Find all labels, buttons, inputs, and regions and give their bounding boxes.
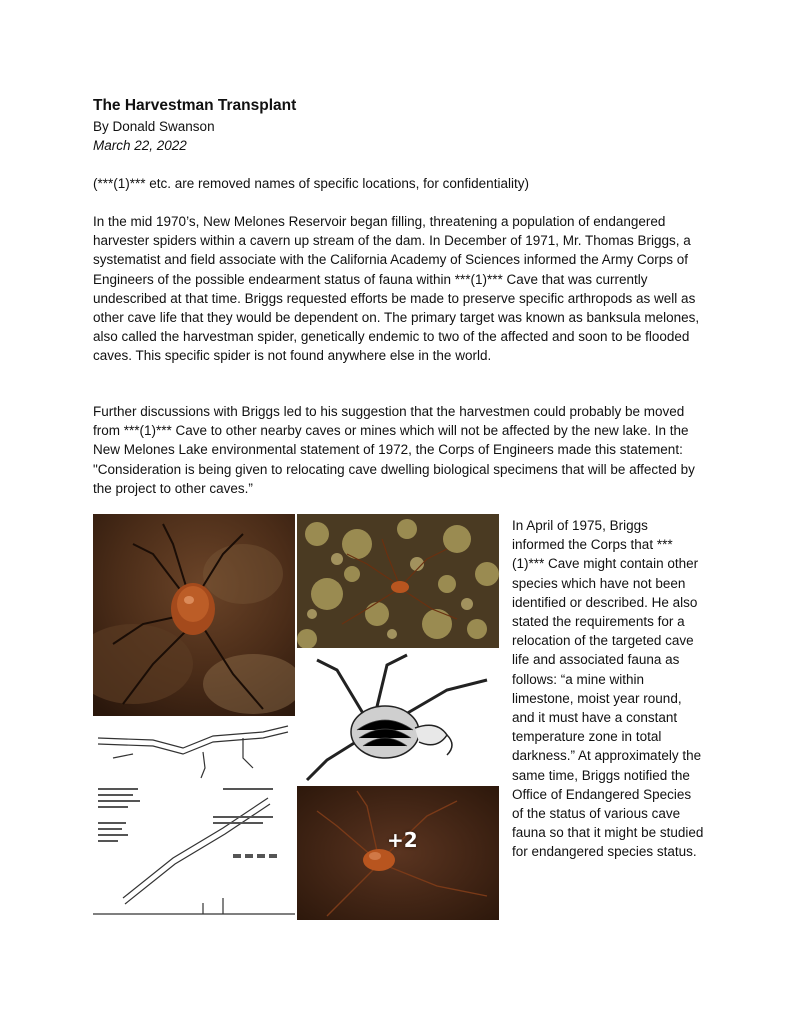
harvestman-photo-on-rock[interactable]	[297, 514, 499, 648]
paragraph-2: Further discussions with Briggs led to his suggestion that the harvestmen could probably be moved from ***(1)*** Cave to other nearby caves or mines which will not be affected by the new lake. In the New Melones Lake environmental statement of 1972, the Corps of Engineers made this statement: "Consideration is being given to relocating cave dwelling biological specimens that will be affected by the project to other caves.”	[93, 404, 695, 496]
harvestman-illustration[interactable]	[297, 650, 499, 784]
photo-gallery	[93, 514, 499, 920]
publish-date: March 22, 2022	[93, 138, 187, 153]
cave-map[interactable]	[93, 718, 295, 920]
paragraph-3: In April of 1975, Briggs informed the Corps that ***(1)*** Cave might contain other species which have not been identified or described. He also stated the requirements for a relocation of the targeted cave life and associated fauna as follows: “a mine within limestone, moist year round, and it must have a constant temperature zone in total darkness.” At approximately the same time, Briggs notified the Office of Endangered Species of the status of various cave fauna so that it might be studied for endangered species status.	[512, 518, 704, 860]
harvestman-photo-more-image	[297, 786, 499, 920]
cave-map-image	[93, 718, 295, 920]
harvestman-photo-close-image	[93, 514, 295, 716]
more-photos-badge[interactable]: +2	[387, 828, 418, 852]
document-title: The Harvestman Transplant	[93, 97, 297, 114]
byline: By Donald Swanson	[93, 119, 215, 134]
harvestman-photo-close[interactable]	[93, 514, 295, 716]
paragraph-1: In the mid 1970’s, New Melones Reservoir began filling, threatening a population of endangered harvester spiders within a cavern up stream of the dam. In December of 1971, Mr. Thomas Briggs, a systematist and field associate with the California Academy of Sciences informed the Army Corps of Engineers of the possible endearment status of fauna within ***(1)*** Cave that was currently undescribed at that time. Briggs requested efforts be made to preserve specific arthropods as well as other cave life that they would be dependent on. The primary target was known as banksula melones, also called the harvestman spider, genetically endemic to two of the affected and soon to be flooded caves. This specific spider is not found anywhere else in the world.	[93, 214, 700, 364]
harvestman-illustration-image	[297, 650, 499, 784]
harvestman-photo-on-rock-image	[297, 514, 499, 648]
harvestman-photo-more[interactable]	[297, 786, 499, 920]
confidentiality-note: (***(1)*** etc. are removed names of specific locations, for confidentiality)	[93, 176, 529, 191]
